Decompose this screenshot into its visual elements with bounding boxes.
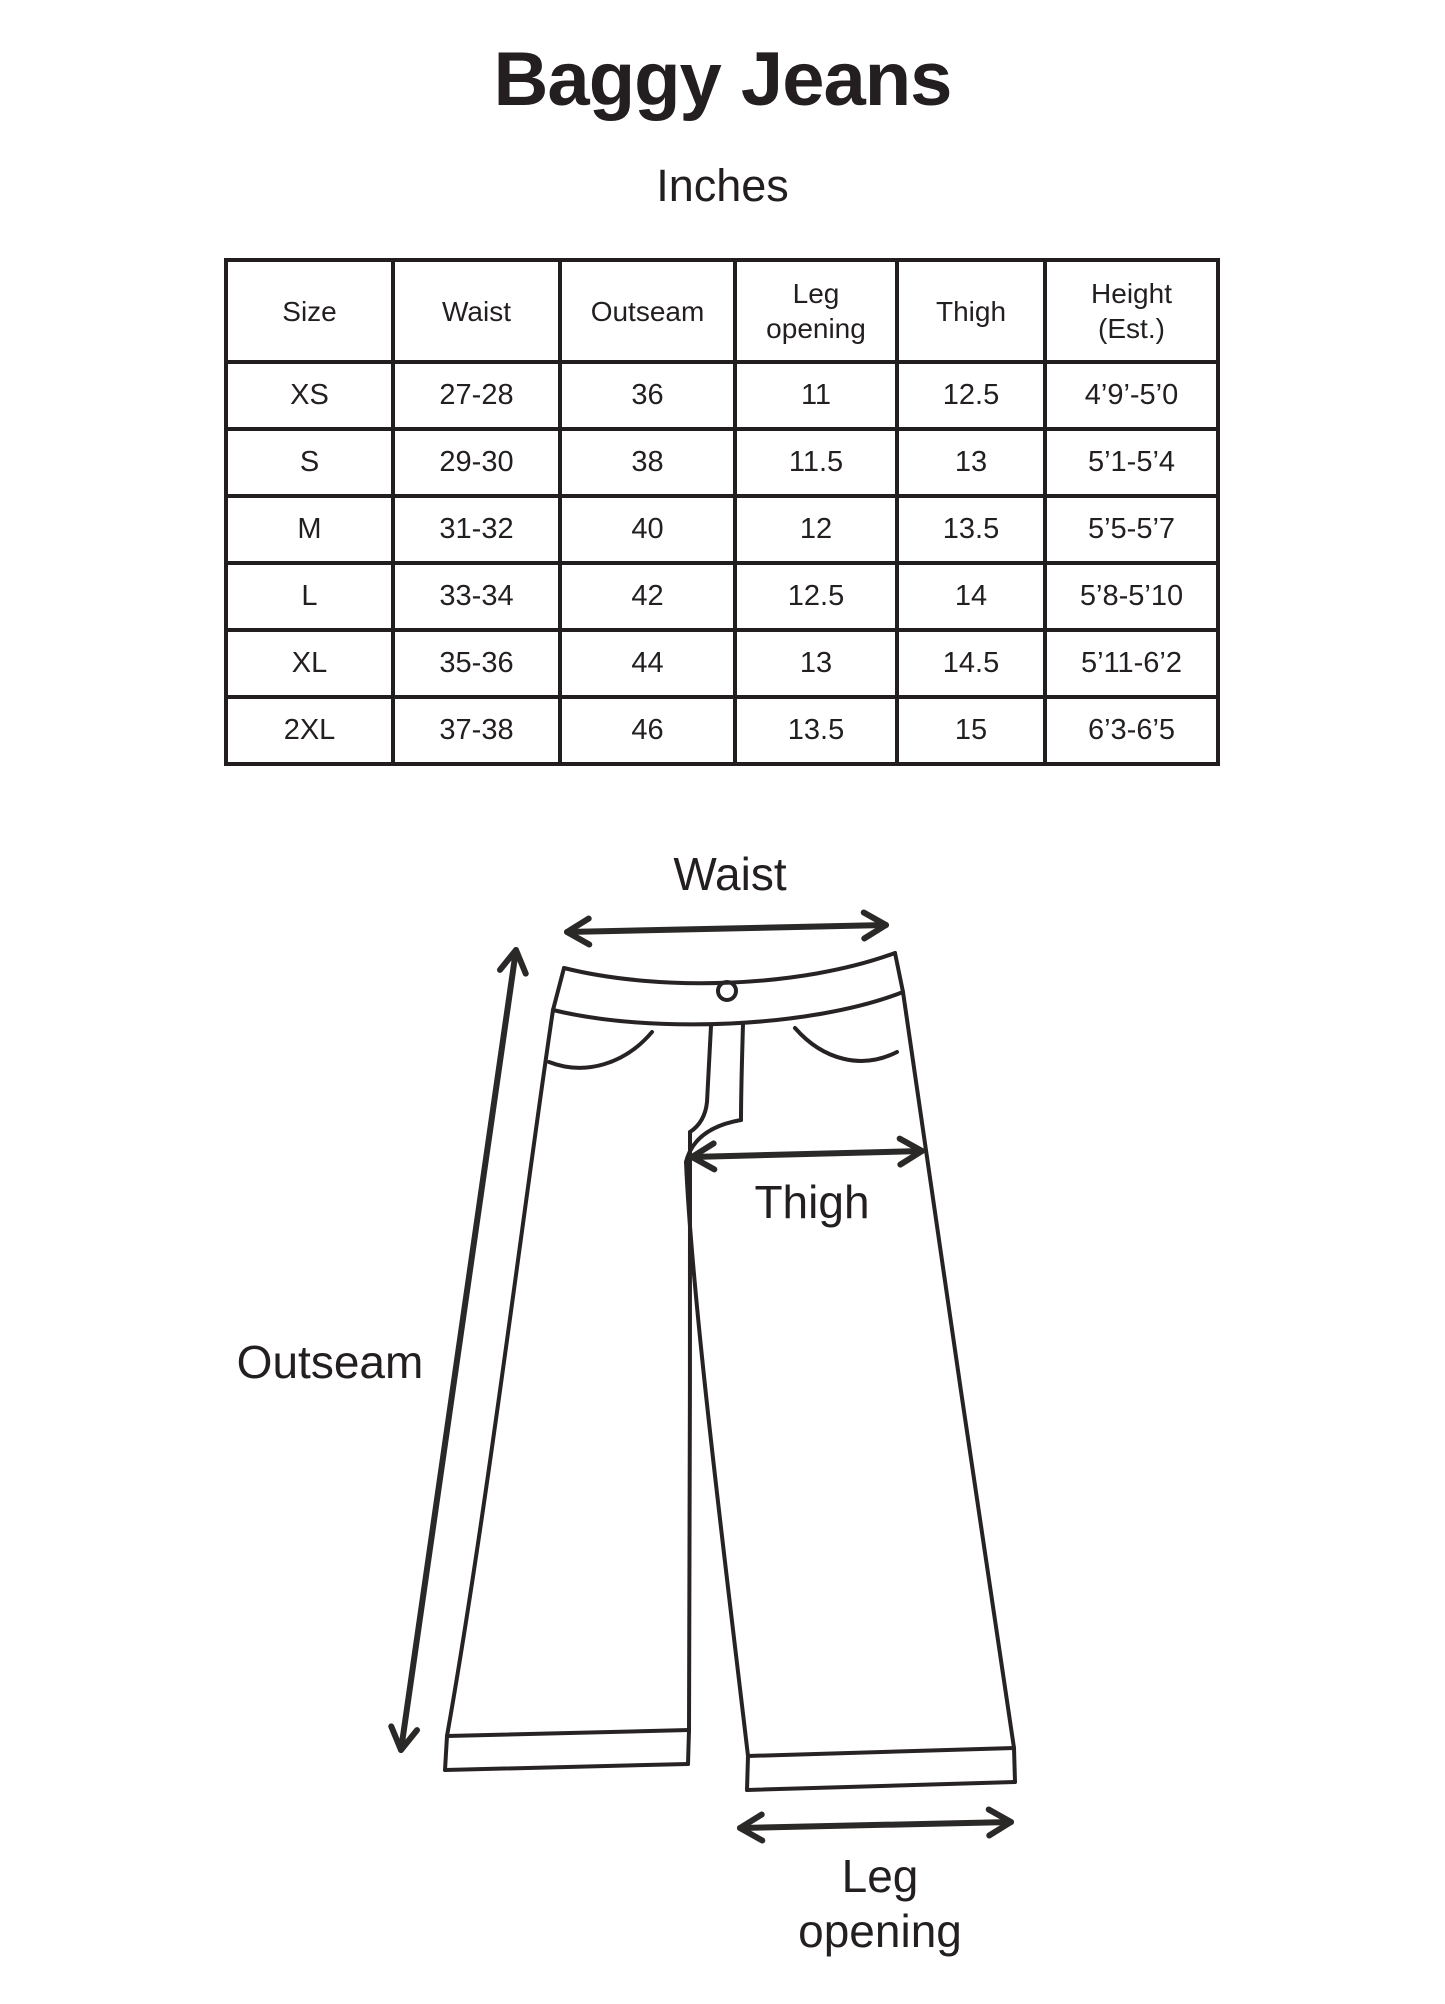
column-header: Waist [393, 260, 560, 362]
column-header: Size [226, 260, 393, 362]
thigh-label: Thigh [754, 1176, 870, 1228]
jeans-illustration [445, 953, 1015, 1790]
table-cell: 27-28 [393, 362, 560, 429]
table-cell: L [226, 563, 393, 630]
right-leg-outer-seam [903, 992, 1014, 1748]
column-header: Outseam [560, 260, 735, 362]
table-cell: 33-34 [393, 563, 560, 630]
table-row [226, 563, 1218, 630]
table-cell: 13 [735, 630, 897, 697]
table-cell: 35-36 [393, 630, 560, 697]
table-cell: 13 [897, 429, 1045, 496]
table-cell: 14.5 [897, 630, 1045, 697]
right-hem-bottom-line [747, 1782, 1015, 1790]
table-cell: 5’11-6’2 [1045, 630, 1218, 697]
table-cell: 11.5 [735, 429, 897, 496]
left-hem-top-line [447, 1730, 689, 1736]
waistband-top-line [564, 953, 895, 983]
table-cell: 12.5 [897, 362, 1045, 429]
right-hem-right-edge [1014, 1748, 1015, 1782]
waistband-right-edge [895, 953, 903, 992]
right-leg-inner-seam [686, 1162, 748, 1756]
right-pocket-curve [795, 1028, 897, 1061]
table-cell: XS [226, 362, 393, 429]
table-cell: 5’5-5’7 [1045, 496, 1218, 563]
table-cell: 12.5 [735, 563, 897, 630]
table-cell: 37-38 [393, 697, 560, 764]
table-cell: 36 [560, 362, 735, 429]
waist-arrow [567, 925, 886, 932]
size-table-body [226, 362, 1218, 764]
table-cell: 5’8-5’10 [1045, 563, 1218, 630]
table-cell: 15 [897, 697, 1045, 764]
table-cell: 40 [560, 496, 735, 563]
waistband-bottom-line [553, 992, 903, 1024]
leg-opening-label-line2: opening [798, 1905, 962, 1957]
left-hem-bottom-line [445, 1764, 688, 1770]
size-table-header-row [226, 260, 1218, 362]
jeans-size-diagram [0, 820, 1445, 2004]
column-header: Leg opening [735, 260, 897, 362]
table-cell: 6’3-6’5 [1045, 697, 1218, 764]
column-header: Height (Est.) [1045, 260, 1218, 362]
left-leg-outer-seam [447, 1010, 553, 1736]
fly-right-line [741, 1024, 743, 1120]
units-subtitle: Inches [656, 160, 789, 211]
table-row [226, 697, 1218, 764]
table-cell: 12 [735, 496, 897, 563]
page-title: Baggy Jeans [493, 37, 952, 122]
leg-opening-label-line1: Leg [841, 1850, 919, 1902]
outseam-label: Outseam [236, 1336, 424, 1388]
waistband-left-edge [553, 968, 564, 1010]
table-cell: 13.5 [897, 496, 1045, 563]
table-cell: 42 [560, 563, 735, 630]
table-row [226, 362, 1218, 429]
table-row [226, 630, 1218, 697]
table-cell: 31-32 [393, 496, 560, 563]
leg-opening-arrow [740, 1822, 1011, 1828]
right-hem-top-line [748, 1748, 1014, 1756]
table-cell: 29-30 [393, 429, 560, 496]
waist-label: Waist [673, 848, 787, 900]
left-hem-right-edge [688, 1730, 689, 1764]
column-header: Thigh [897, 260, 1045, 362]
left-hem-left-edge [445, 1736, 447, 1770]
table-cell: 5’1-5’4 [1045, 429, 1218, 496]
table-cell: 4’9’-5’0 [1045, 362, 1218, 429]
table-cell: S [226, 429, 393, 496]
table-cell: 11 [735, 362, 897, 429]
table-cell: 46 [560, 697, 735, 764]
table-cell: 2XL [226, 697, 393, 764]
size-chart-table [224, 258, 1220, 766]
thigh-arrow [692, 1151, 922, 1157]
left-pocket-curve [549, 1032, 652, 1068]
table-cell: XL [226, 630, 393, 697]
table-cell: 13.5 [735, 697, 897, 764]
right-hem-left-edge [747, 1756, 748, 1790]
table-cell: 14 [897, 563, 1045, 630]
table-row [226, 496, 1218, 563]
fly-left-line [690, 1026, 711, 1132]
table-row [226, 429, 1218, 496]
table-cell: 44 [560, 630, 735, 697]
table-cell: M [226, 496, 393, 563]
table-cell: 38 [560, 429, 735, 496]
